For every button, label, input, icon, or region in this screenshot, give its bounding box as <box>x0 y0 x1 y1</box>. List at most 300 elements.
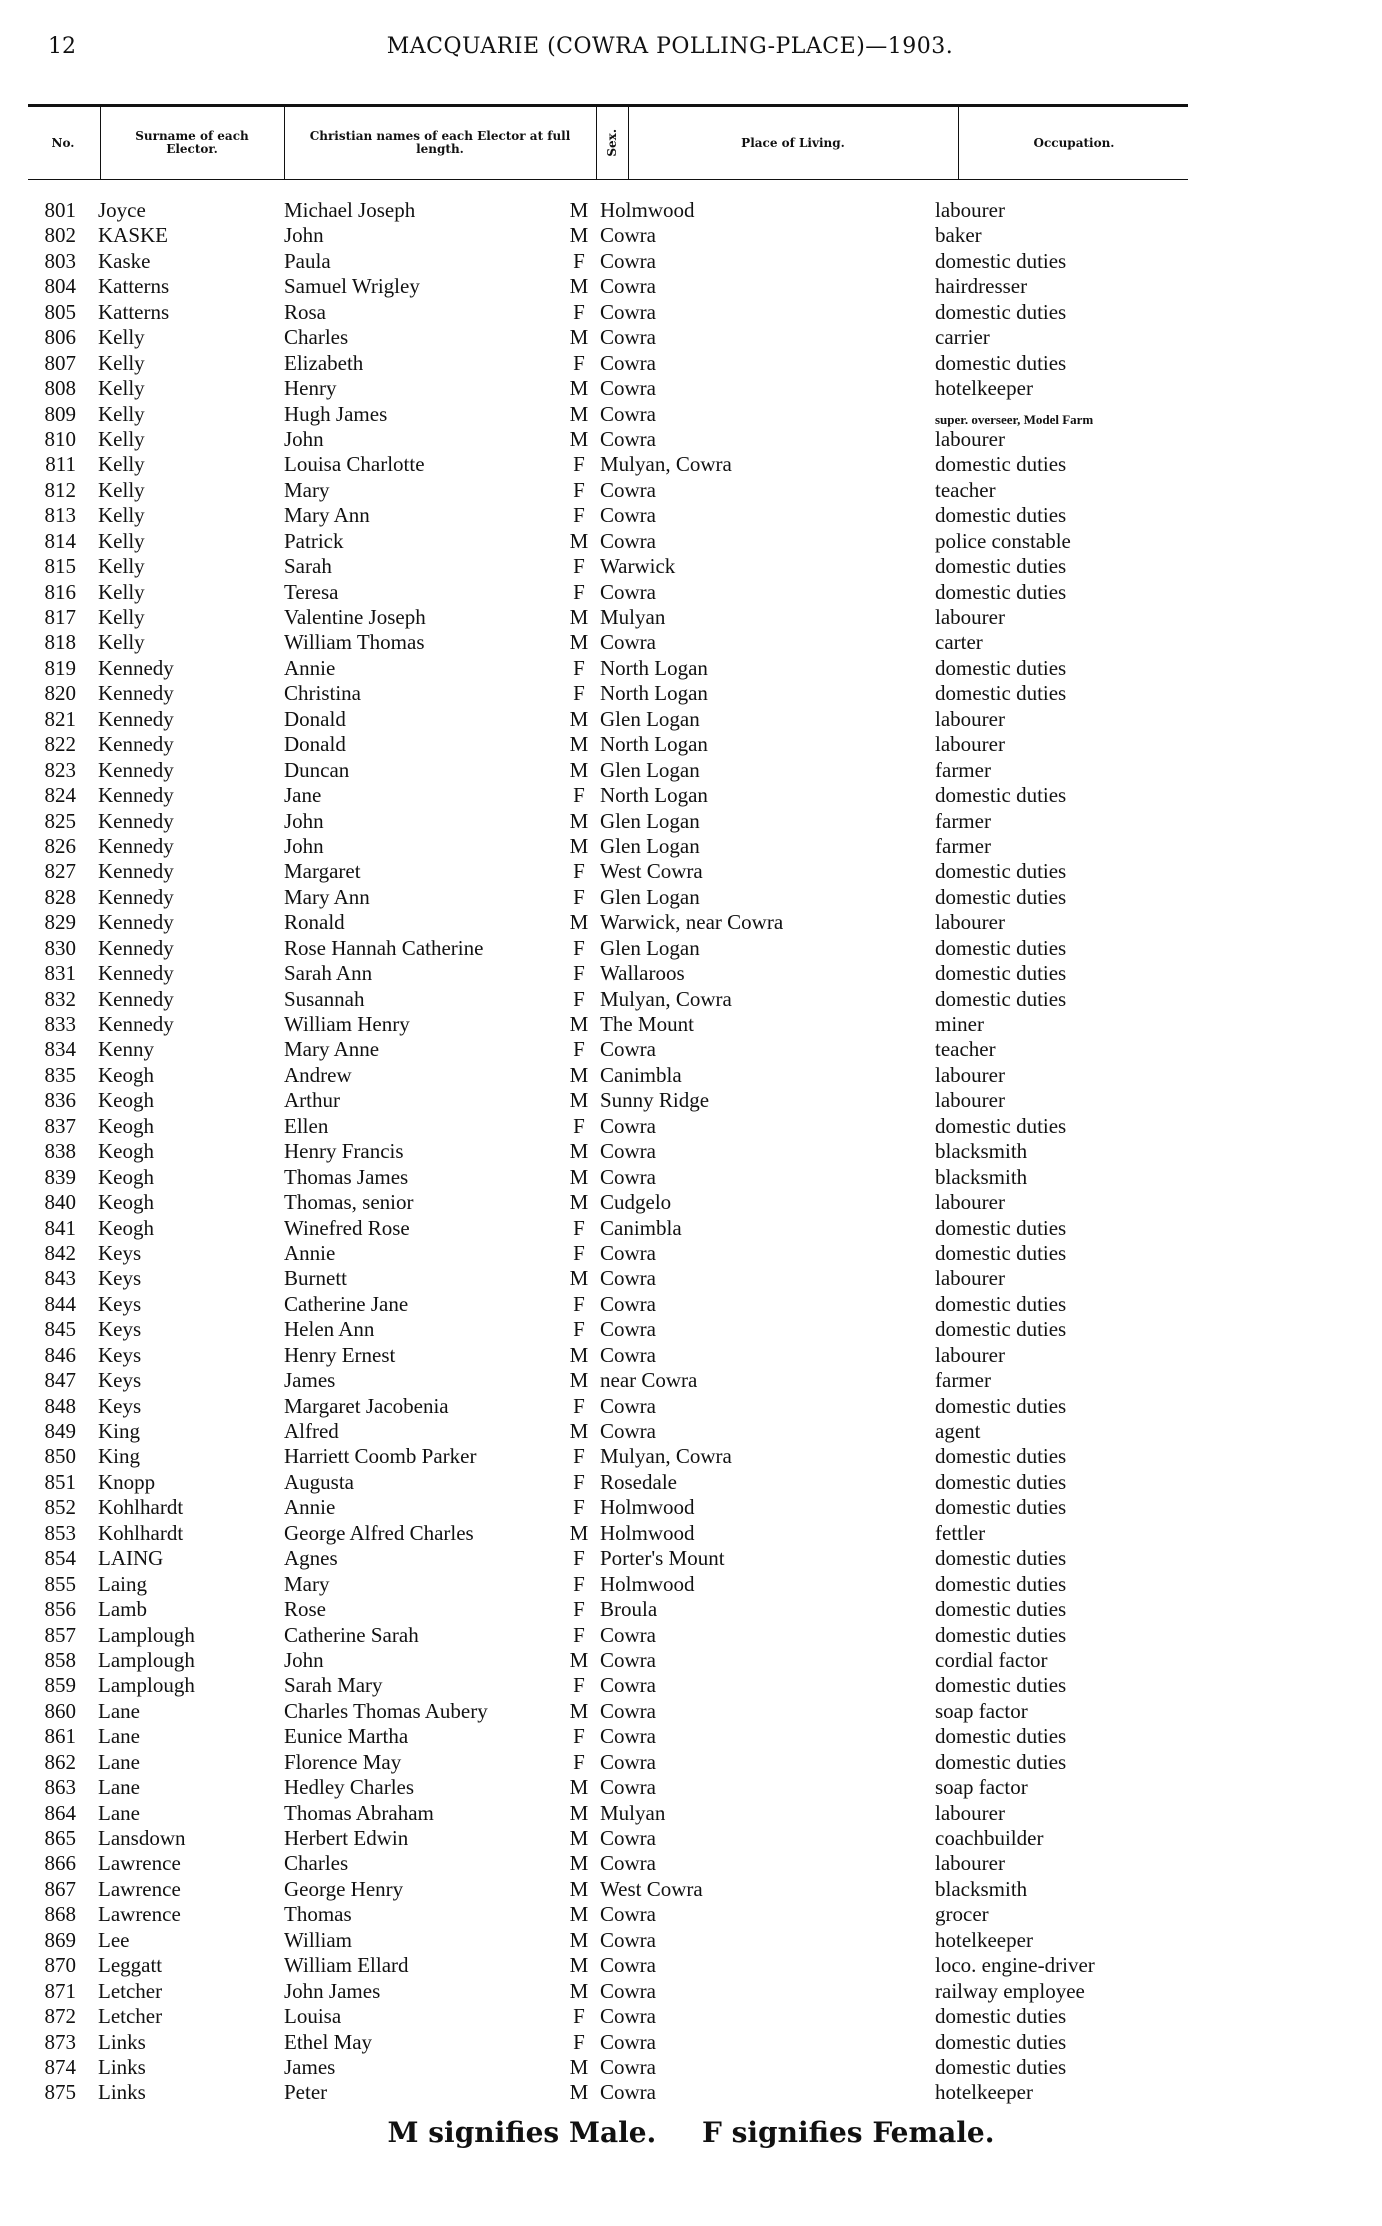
elector-occupation: domestic duties <box>935 859 1067 884</box>
elector-surname: Kennedy <box>98 681 174 706</box>
elector-occupation: super. overseer, Model Farm <box>935 411 1094 427</box>
elector-number: 818 <box>44 630 76 655</box>
elector-sex: M <box>569 401 589 426</box>
elector-sex: F <box>573 1724 585 1749</box>
elector-number: 819 <box>44 655 76 680</box>
elector-number: 807 <box>44 350 76 375</box>
elector-sex: M <box>569 2080 589 2105</box>
table-row <box>0 910 1382 935</box>
table-row <box>0 198 1382 223</box>
table-row <box>0 1877 1382 1902</box>
table-row <box>0 1139 1382 1164</box>
elector-christian-names: Arthur <box>284 1088 340 1113</box>
elector-sex: M <box>569 1800 589 1825</box>
elector-place: Cowra <box>600 1826 656 1850</box>
elector-occupation: railway employee <box>935 1978 1085 2003</box>
elector-place: Cowra <box>600 426 656 451</box>
elector-sex: F <box>573 1571 585 1596</box>
elector-place: Cowra <box>600 579 656 604</box>
table-header <box>28 104 1188 180</box>
table-row <box>0 783 1382 808</box>
elector-surname: Kennedy <box>98 1012 174 1036</box>
elector-christian-names: Augusta <box>284 1469 354 1494</box>
elector-occupation: domestic duties <box>935 1469 1067 1494</box>
elector-surname: Lansdown <box>98 1826 186 1850</box>
table-row <box>0 2004 1382 2029</box>
elector-number: 839 <box>44 1164 76 1189</box>
table-row <box>0 1292 1382 1317</box>
elector-occupation: domestic duties <box>935 1546 1067 1571</box>
elector-sex: M <box>569 1851 589 1876</box>
elector-place: Glen Logan <box>600 706 700 731</box>
elector-list <box>0 198 1382 2106</box>
elector-sex: F <box>573 783 585 808</box>
elector-christian-names: Rose <box>284 1597 326 1622</box>
elector-place: North Logan <box>600 681 708 706</box>
elector-christian-names: Thomas <box>284 1902 352 1927</box>
elector-place: Cowra <box>600 503 656 528</box>
elector-number: 849 <box>44 1419 76 1443</box>
elector-occupation: domestic duties <box>935 2029 1067 2054</box>
elector-sex: F <box>573 935 585 960</box>
elector-surname: King <box>98 1444 140 1469</box>
elector-occupation: carter <box>935 630 983 655</box>
elector-christian-names: Christina <box>284 681 361 706</box>
elector-number: 832 <box>44 986 76 1011</box>
elector-number: 834 <box>44 1037 76 1062</box>
elector-place: Cowra <box>600 325 656 350</box>
elector-christian-names: William <box>284 1927 352 1952</box>
elector-surname: Kelly <box>98 401 145 426</box>
table-row <box>0 1063 1382 1088</box>
elector-place: West Cowra <box>600 1876 703 1901</box>
elector-surname: Kohlhardt <box>98 1495 184 1520</box>
elector-christian-names: Louisa <box>284 2004 342 2029</box>
elector-surname: Keogh <box>98 1190 154 1215</box>
table-row <box>0 529 1382 554</box>
elector-christian-names: Annie <box>284 1495 336 1520</box>
elector-occupation: blacksmith <box>935 1139 1028 1164</box>
header-christian: Christian names of each Elector at full length. <box>309 129 571 156</box>
elector-surname: LAING <box>98 1546 164 1571</box>
elector-place: Cowra <box>600 1673 656 1698</box>
elector-sex: F <box>573 1673 585 1698</box>
elector-number: 864 <box>44 1800 76 1825</box>
elector-number: 868 <box>44 1902 76 1927</box>
elector-occupation: labourer <box>935 198 1005 222</box>
elector-place: Cowra <box>600 1393 656 1418</box>
elector-occupation: coachbuilder <box>935 1826 1044 1850</box>
table-row <box>0 1597 1382 1622</box>
elector-number: 869 <box>44 1927 76 1952</box>
table-row <box>0 2030 1382 2055</box>
elector-surname: Joyce <box>98 198 146 222</box>
elector-surname: Lane <box>98 1775 140 1800</box>
elector-number: 872 <box>44 2004 76 2029</box>
elector-surname: Lamb <box>98 1597 147 1622</box>
table-row <box>0 1088 1382 1113</box>
elector-occupation: blacksmith <box>935 1164 1028 1189</box>
elector-number: 831 <box>44 961 76 986</box>
elector-place: Cowra <box>600 223 656 248</box>
elector-place: Cowra <box>600 528 656 553</box>
elector-sex: F <box>573 503 585 528</box>
elector-christian-names: John <box>284 223 324 248</box>
elector-christian-names: Ronald <box>284 910 345 935</box>
elector-christian-names: Ethel May <box>284 2029 373 2054</box>
elector-sex: F <box>573 1037 585 1062</box>
elector-surname: Keys <box>98 1393 142 1418</box>
table-row <box>0 1241 1382 1266</box>
table-row <box>0 503 1382 528</box>
elector-sex: M <box>569 2054 589 2079</box>
elector-surname: Knopp <box>98 1469 156 1494</box>
elector-christian-names: Mary Anne <box>284 1037 380 1062</box>
elector-christian-names: Alfred <box>284 1419 339 1443</box>
table-row <box>0 1216 1382 1241</box>
elector-sex: M <box>569 1266 589 1291</box>
elector-christian-names: William Thomas <box>284 630 425 655</box>
table-row <box>0 223 1382 248</box>
header-divider <box>596 107 597 179</box>
elector-occupation: teacher <box>935 1037 996 1062</box>
table-row <box>0 630 1382 655</box>
elector-christian-names: Donald <box>284 732 346 757</box>
elector-number: 838 <box>44 1139 76 1164</box>
elector-christian-names: Henry Francis <box>284 1139 404 1164</box>
female-legend: F signifies Female. <box>702 2116 995 2149</box>
elector-surname: Katterns <box>98 299 170 324</box>
elector-surname: Kennedy <box>98 783 174 808</box>
table-row <box>0 1165 1382 1190</box>
elector-sex: F <box>573 350 585 375</box>
elector-number: 805 <box>44 299 76 324</box>
elector-occupation: domestic duties <box>935 961 1067 986</box>
elector-christian-names: William Henry <box>284 1012 410 1036</box>
elector-number: 860 <box>44 1698 76 1723</box>
elector-occupation: domestic duties <box>935 1113 1067 1138</box>
elector-christian-names: Jane <box>284 783 322 808</box>
elector-number: 846 <box>44 1342 76 1367</box>
elector-number: 821 <box>44 706 76 731</box>
elector-number: 810 <box>44 426 76 451</box>
elector-occupation: labourer <box>935 1266 1005 1291</box>
elector-sex: F <box>573 1113 585 1138</box>
elector-number: 811 <box>45 452 76 477</box>
elector-surname: Lane <box>98 1800 140 1825</box>
elector-surname: Links <box>98 2029 146 2054</box>
elector-surname: Lamplough <box>98 1673 195 1698</box>
elector-number: 804 <box>44 274 76 299</box>
elector-christian-names: Teresa <box>284 579 339 604</box>
elector-number: 871 <box>44 1978 76 2003</box>
elector-place: Cowra <box>600 1037 656 1062</box>
table-row <box>0 1775 1382 1800</box>
elector-sex: F <box>573 681 585 706</box>
elector-number: 874 <box>44 2054 76 2079</box>
table-row <box>0 809 1382 834</box>
elector-sex: F <box>573 1291 585 1316</box>
elector-christian-names: Eunice Martha <box>284 1724 409 1749</box>
elector-christian-names: Annie <box>284 1240 336 1265</box>
elector-occupation: domestic duties <box>935 681 1067 706</box>
elector-occupation: teacher <box>935 477 996 502</box>
elector-place: Sunny Ridge <box>600 1088 710 1113</box>
elector-christian-names: Harriett Coomb Parker <box>284 1444 477 1469</box>
elector-occupation: agent <box>935 1419 981 1443</box>
elector-place: Cowra <box>600 630 656 655</box>
elector-surname: Kelly <box>98 579 145 604</box>
table-row <box>0 325 1382 350</box>
elector-sex: F <box>573 579 585 604</box>
elector-surname: Laing <box>98 1571 147 1596</box>
elector-sex: M <box>569 1368 589 1393</box>
elector-occupation: police constable <box>935 528 1071 553</box>
elector-number: 870 <box>44 1953 76 1978</box>
elector-occupation: domestic duties <box>935 248 1067 273</box>
elector-sex: F <box>573 2029 585 2054</box>
elector-occupation: farmer <box>935 757 991 782</box>
elector-place: Glen Logan <box>600 808 700 833</box>
elector-sex: M <box>569 1826 589 1850</box>
elector-place: Cudgelo <box>600 1190 672 1215</box>
elector-christian-names: Catherine Sarah <box>284 1622 419 1647</box>
table-row <box>0 1368 1382 1393</box>
elector-sex: F <box>573 1240 585 1265</box>
elector-number: 820 <box>44 681 76 706</box>
elector-place: North Logan <box>600 783 708 808</box>
header-sex: Sex. <box>604 129 619 157</box>
elector-christian-names: John <box>284 808 324 833</box>
elector-sex: M <box>569 1164 589 1189</box>
table-row <box>0 859 1382 884</box>
elector-sex: M <box>569 732 589 757</box>
elector-surname: Lamplough <box>98 1622 195 1647</box>
elector-occupation: domestic duties <box>935 2004 1067 2029</box>
elector-place: Cowra <box>600 350 656 375</box>
elector-number: 806 <box>44 325 76 350</box>
elector-occupation: labourer <box>935 605 1005 629</box>
elector-occupation: labourer <box>935 1851 1005 1876</box>
elector-sex: F <box>573 477 585 502</box>
elector-surname: Kelly <box>98 630 145 655</box>
header-divider <box>958 107 959 179</box>
elector-surname: Kennedy <box>98 757 174 782</box>
elector-number: 817 <box>44 605 76 629</box>
elector-christian-names: Thomas, senior <box>284 1190 414 1215</box>
elector-place: Holmwood <box>600 1495 695 1520</box>
elector-sex: F <box>573 1495 585 1520</box>
elector-surname: Kaske <box>98 248 151 273</box>
table-row <box>0 1851 1382 1876</box>
elector-christian-names: Winefred Rose <box>284 1215 410 1240</box>
elector-surname: Kennedy <box>98 833 174 858</box>
elector-occupation: domestic duties <box>935 1571 1067 1596</box>
elector-sex: F <box>573 1622 585 1647</box>
elector-number: 865 <box>44 1826 76 1850</box>
elector-christian-names: Sarah Ann <box>284 961 373 986</box>
table-row <box>0 1114 1382 1139</box>
elector-place: Cowra <box>600 274 656 299</box>
table-row <box>0 834 1382 859</box>
elector-number: 835 <box>44 1062 76 1087</box>
elector-number: 843 <box>44 1266 76 1291</box>
elector-sex: M <box>569 706 589 731</box>
elector-christian-names: George Henry <box>284 1876 404 1901</box>
elector-christian-names: Burnett <box>284 1266 347 1291</box>
elector-occupation: domestic duties <box>935 935 1067 960</box>
elector-sex: F <box>573 1597 585 1622</box>
table-row <box>0 1266 1382 1291</box>
elector-christian-names: Andrew <box>284 1062 352 1087</box>
elector-place: Cowra <box>600 1240 656 1265</box>
elector-sex: M <box>569 757 589 782</box>
elector-number: 828 <box>44 884 76 909</box>
elector-number: 855 <box>44 1571 76 1596</box>
elector-occupation: domestic duties <box>935 1291 1067 1316</box>
table-row <box>0 1012 1382 1037</box>
elector-place: Glen Logan <box>600 757 700 782</box>
elector-occupation: labourer <box>935 732 1005 757</box>
elector-place: Canimbla <box>600 1215 682 1240</box>
table-row <box>0 605 1382 630</box>
elector-sex: M <box>569 1419 589 1443</box>
elector-number: 813 <box>44 503 76 528</box>
elector-christian-names: George Alfred Charles <box>284 1520 474 1545</box>
elector-surname: Lawrence <box>98 1851 181 1876</box>
elector-number: 862 <box>44 1749 76 1774</box>
elector-surname: Kennedy <box>98 732 174 757</box>
elector-occupation: domestic duties <box>935 554 1067 579</box>
elector-occupation: domestic duties <box>935 350 1067 375</box>
elector-number: 873 <box>44 2029 76 2054</box>
elector-number: 850 <box>44 1444 76 1469</box>
elector-place: Cowra <box>600 1647 656 1672</box>
elector-number: 866 <box>44 1851 76 1876</box>
elector-occupation: labourer <box>935 1088 1005 1113</box>
elector-place: Cowra <box>600 299 656 324</box>
elector-sex: M <box>569 528 589 553</box>
table-row <box>0 1394 1382 1419</box>
elector-place: North Logan <box>600 732 708 757</box>
table-row <box>0 376 1382 401</box>
elector-sex: M <box>569 1647 589 1672</box>
elector-occupation: domestic duties <box>935 1622 1067 1647</box>
elector-occupation: domestic duties <box>935 783 1067 808</box>
elector-occupation: soap factor <box>935 1775 1028 1800</box>
elector-surname: Keogh <box>98 1088 154 1113</box>
elector-christian-names: Annie <box>284 655 336 680</box>
elector-place: Cowra <box>600 248 656 273</box>
elector-place: West Cowra <box>600 859 703 884</box>
elector-sex: F <box>573 1215 585 1240</box>
table-row <box>0 1546 1382 1571</box>
elector-number: 827 <box>44 859 76 884</box>
elector-place: Warwick <box>600 554 676 579</box>
elector-sex: M <box>569 1012 589 1036</box>
elector-place: Cowra <box>600 2080 656 2105</box>
elector-surname: Kelly <box>98 350 145 375</box>
elector-surname: Kelly <box>98 503 145 528</box>
elector-place: Cowra <box>600 2054 656 2079</box>
elector-christian-names: Hedley Charles <box>284 1775 415 1800</box>
elector-sex: M <box>569 274 589 299</box>
elector-occupation: domestic duties <box>935 1495 1067 1520</box>
elector-place: Cowra <box>600 1266 656 1291</box>
elector-surname: Keys <box>98 1368 142 1393</box>
table-row <box>0 402 1382 427</box>
elector-christian-names: Donald <box>284 706 346 731</box>
elector-sex: M <box>569 1342 589 1367</box>
elector-number: 808 <box>44 376 76 401</box>
elector-christian-names: Catherine Jane <box>284 1291 409 1316</box>
elector-place: Mulyan <box>600 605 666 629</box>
elector-sex: M <box>569 1698 589 1723</box>
table-row <box>0 1724 1382 1749</box>
elector-surname: Keys <box>98 1266 142 1291</box>
table-row <box>0 1953 1382 1978</box>
elector-sex: M <box>569 223 589 248</box>
elector-christian-names: Mary <box>284 477 330 502</box>
elector-surname: Kelly <box>98 325 145 350</box>
table-row <box>0 961 1382 986</box>
elector-sex: M <box>569 1953 589 1978</box>
elector-occupation: soap factor <box>935 1698 1028 1723</box>
elector-christian-names: Samuel Wrigley <box>284 274 420 299</box>
elector-place: Mulyan, Cowra <box>600 1444 732 1469</box>
elector-place: Holmwood <box>600 198 695 222</box>
elector-surname: Lawrence <box>98 1902 181 1927</box>
elector-number: 856 <box>44 1597 76 1622</box>
elector-christian-names: Helen Ann <box>284 1317 375 1342</box>
elector-christian-names: John <box>284 833 324 858</box>
table-row <box>0 2080 1382 2105</box>
elector-occupation: domestic duties <box>935 579 1067 604</box>
table-row <box>0 1470 1382 1495</box>
elector-christian-names: Rose Hannah Catherine <box>284 935 484 960</box>
elector-occupation: labourer <box>935 1342 1005 1367</box>
elector-surname: Links <box>98 2054 146 2079</box>
elector-place: Warwick, near Cowra <box>600 910 784 935</box>
elector-place: Cowra <box>600 1419 656 1443</box>
elector-surname: Lee <box>98 1927 130 1952</box>
elector-number: 841 <box>44 1215 76 1240</box>
elector-surname: Lamplough <box>98 1647 195 1672</box>
elector-surname: Keogh <box>98 1113 154 1138</box>
header-no: No. <box>51 135 75 150</box>
table-row <box>0 1699 1382 1724</box>
elector-number: 814 <box>44 528 76 553</box>
elector-number: 844 <box>44 1291 76 1316</box>
table-row <box>0 351 1382 376</box>
elector-number: 833 <box>44 1012 76 1036</box>
elector-christian-names: Margaret <box>284 859 361 884</box>
elector-sex: M <box>569 1978 589 2003</box>
elector-christian-names: Hugh James <box>284 401 388 426</box>
elector-occupation: labourer <box>935 910 1005 935</box>
elector-occupation: farmer <box>935 1368 991 1393</box>
elector-place: Cowra <box>600 1953 656 1978</box>
elector-occupation: domestic duties <box>935 503 1067 528</box>
table-row <box>0 2055 1382 2080</box>
elector-place: Cowra <box>600 477 656 502</box>
elector-christian-names: Henry <box>284 376 337 401</box>
elector-number: 853 <box>44 1520 76 1545</box>
elector-sex: F <box>573 1546 585 1571</box>
table-row <box>0 656 1382 681</box>
elector-number: 815 <box>44 554 76 579</box>
elector-place: Cowra <box>600 1317 656 1342</box>
